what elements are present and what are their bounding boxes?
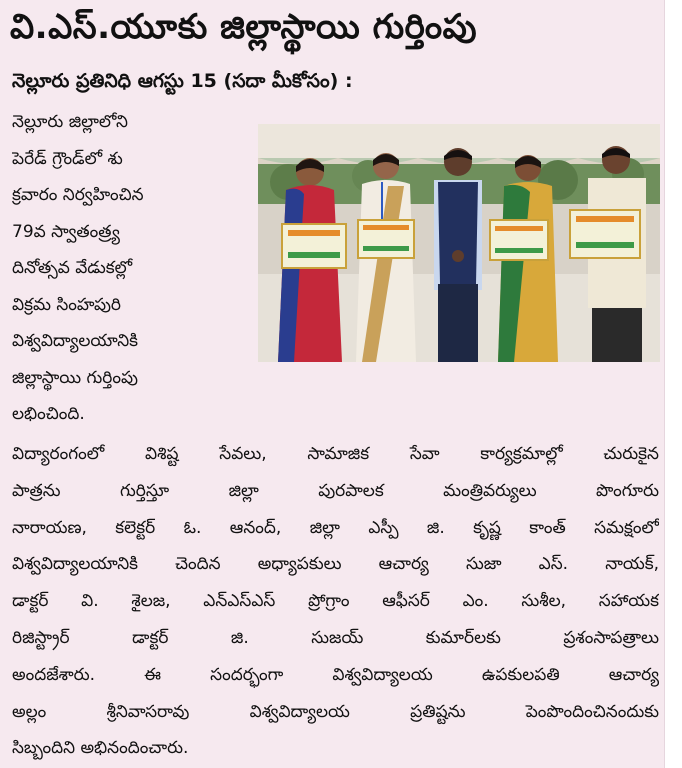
text-line: 79వ స్వాతంత్ర్య	[12, 221, 120, 242]
text-line: డాక్టర్ వి. శైలజ, ఎన్ఎస్ఎస్ ప్రోగ్రాం ఆఫీసర్ ఎం. సుశీల, సహాయక	[12, 591, 659, 612]
main-paragraph	[12, 436, 659, 767]
text-line: సిబ్బందిని అభినందించారు.	[12, 738, 189, 759]
text-line: నారాయణ, కలెక్టర్ ఓ. ఆనంద్, జిల్లా ఎస్పీ జి. కృష్ణ కాంత్ సమక్షంలో	[12, 517, 659, 538]
text-line: విక్రమ సింహపురి	[12, 294, 121, 315]
text-line: క్రవారం నిర్వహించిన	[12, 185, 144, 205]
text-line: విశ్వవిద్యాలయానికి	[12, 331, 139, 351]
text-line: అల్లం శ్రీనివాసరావు విశ్వవిద్యాలయ ప్రతిష్టను పెంపొందించినందుకు	[12, 701, 659, 722]
text-line: పాత్రను గుర్తిస్తూ జిల్లా పురపాలక మంత్రివర్యులు పొంగూరు	[12, 480, 659, 501]
text-line: దినోత్సవ వేడుకల్లో	[12, 258, 133, 278]
dateline: నెల్లూరు ప్రతినిధి ఆగస్టు 15 (సదా మీకోసం) :	[12, 70, 353, 92]
text-line: పెరేడ్ గ్రౌండ్‌లో శు	[12, 148, 123, 169]
text-line: నెల్లూరు జిల్లాలోని	[12, 112, 128, 132]
intro-paragraph	[12, 104, 248, 433]
text-line: రిజిస్ట్రార్ డాక్టర్ జి. సుజయ్ కుమార్‌లకు ప్రశంసాపత్రాలు	[12, 627, 659, 648]
headline: వి.ఎస్.యూకు జిల్లాస్థాయి గుర్తింపు	[10, 7, 478, 47]
text-line: విశ్వవిద్యాలయానికి చెందిన అధ్యాపకులు ఆచార్య సుజా ఎస్. నాయక్,	[12, 554, 659, 575]
text-line: అందజేశారు. ఈ సందర్భంగా విశ్వవిద్యాలయ ఉపకులపతి ఆచార్య	[12, 664, 659, 685]
award-ceremony-photo	[258, 124, 660, 362]
text-line: విద్యారంగంలో విశిష్ట సేవలు, సామాజిక సేవా కార్యక్రమాల్లో చురుకైన	[12, 444, 659, 464]
text-line: జిల్లాస్థాయి గుర్తింపు	[12, 367, 138, 388]
text-line: లభించింది.	[12, 404, 85, 424]
